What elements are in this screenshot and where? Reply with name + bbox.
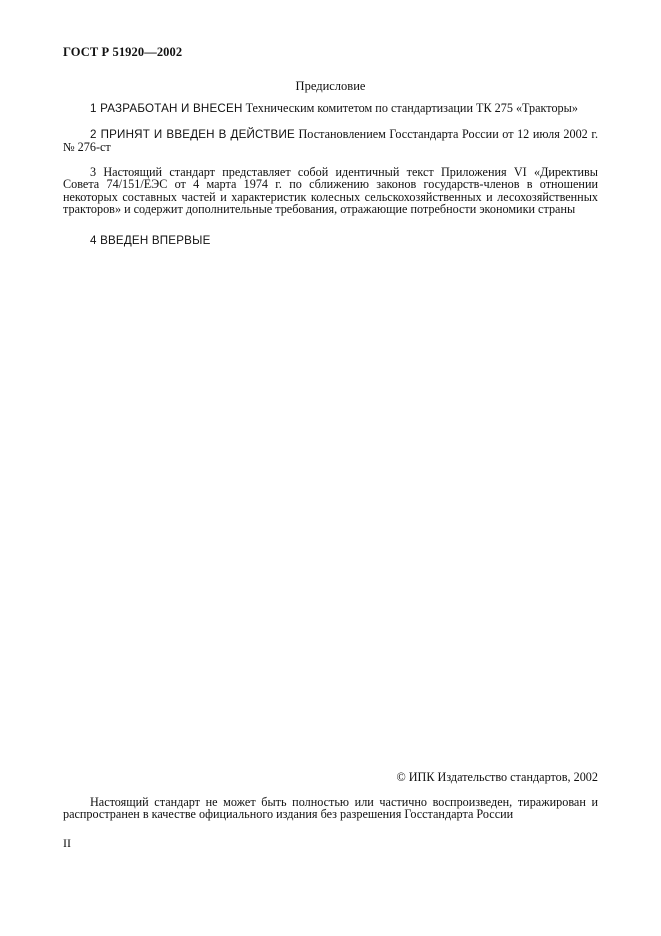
foreword-item-1-text: Техническим комитетом по стандартизации ТК 275 «Тракторы» bbox=[242, 101, 578, 115]
foreword-item-2 bbox=[63, 128, 598, 154]
foreword-item-4-lead: 4 ВВЕДЕН ВПЕРВЫЕ bbox=[90, 234, 211, 247]
foreword-item-2-text: Постановлением Госстандарта России от 12 июля 2002 г. № 276-ст bbox=[63, 127, 599, 155]
reproduction-notice: Настоящий стандарт не может быть полностью или частично воспроизведен, тиражирован и распространен в качестве официального издания без разрешения Госстандарта России bbox=[63, 795, 598, 822]
foreword-item-3 bbox=[63, 166, 598, 216]
foreword-item-1-lead: 1 РАЗРАБОТАН И ВНЕСЕН bbox=[90, 102, 243, 115]
copyright-line: © ИПК Издательство стандартов, 2002 bbox=[396, 770, 598, 784]
foreword-item-4 bbox=[63, 234, 598, 247]
document-code: ГОСТ Р 51920—2002 bbox=[63, 45, 183, 59]
foreword-item-1 bbox=[63, 102, 598, 115]
foreword-item-2-lead: 2 ПРИНЯТ И ВВЕДЕН В ДЕЙСТВИЕ bbox=[90, 128, 295, 141]
foreword-item-3-text: 3 Настоящий стандарт представляет собой идентичный текст Приложения VI «Директивы Совета 74/151/ЕЭС от 4 марта 1974 г. по сближению законов государств-членов в отношении некоторых составных частей и характеристик колесных сельскохозяйственных и лесохозяйственных тракторов» и содержит дополнительные требования, отражающие потребности экономики страны bbox=[63, 165, 598, 217]
foreword-title: Предисловие bbox=[295, 79, 366, 93]
page-number: II bbox=[63, 836, 71, 850]
